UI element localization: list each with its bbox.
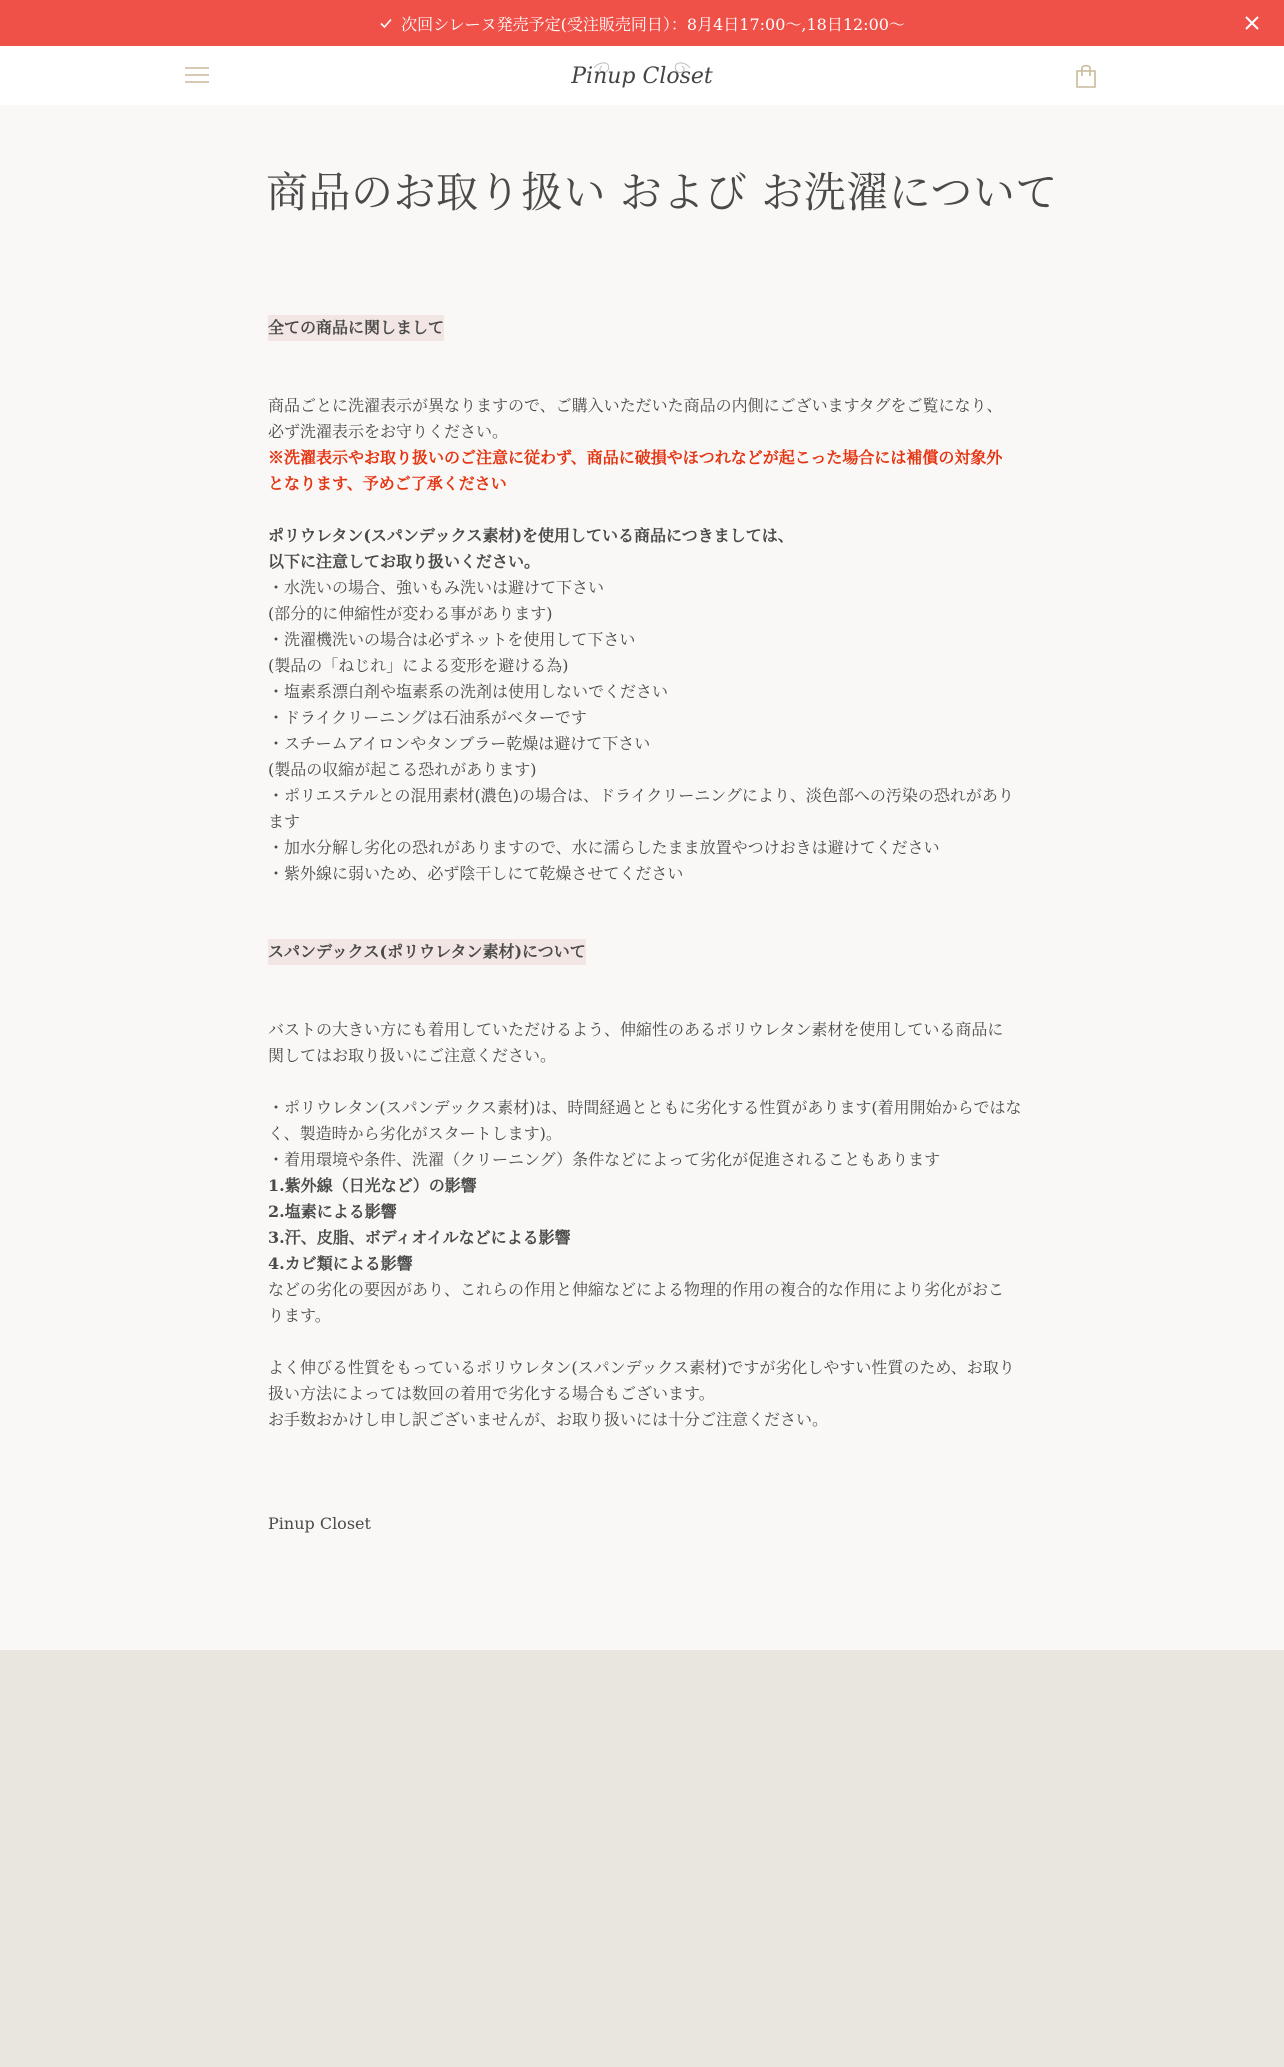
main-content <box>0 105 1284 1650</box>
body-line: お手数おかけし申し訳ございませんが、お取り扱いには十分ご注意ください。 <box>268 1410 829 1429</box>
care-line: ・塩素系漂白剤や塩素系の洗剤は使用しないでください <box>268 682 669 701</box>
body-line: などの劣化の要因があり、これらの作用と伸縮などによる物理的作用の複合的な作用により劣化がおこ <box>268 1280 1005 1299</box>
care-line: ・紫外線に弱いため、必ず陰干しにて乾燥させてください <box>268 864 684 883</box>
care-line: ・洗濯機洗いの場合は必ずネットを使用して下さい <box>268 630 636 649</box>
section-heading-spandex: スパンデックス(ポリウレタン素材)について <box>268 939 586 965</box>
body-line: ・着用環境や条件、洗濯（クリーニング）条件などによって劣化が促進されることもあります <box>268 1150 941 1169</box>
body-line: 商品ごとに洗濯表示が異なりますので、ご購入いただいた商品の内側にございますタグをご覧になり、 <box>268 396 1003 415</box>
body-line: 扱い方法によっては数回の着用で劣化する場合もございます。 <box>268 1384 715 1403</box>
body-line: 必ず洗濯表示をお守りください。 <box>268 422 509 441</box>
signature: Pinup Closet <box>268 1514 371 1533</box>
care-line: (製品の「ねじれ」による変形を避ける為) <box>268 656 569 675</box>
site-header <box>0 46 1284 105</box>
factor-line: 1.紫外線（日光など）の影響 <box>268 1176 477 1195</box>
factor-line: 2.塩素による影響 <box>268 1202 397 1221</box>
article-body <box>268 315 1028 1537</box>
care-line: ・水洗いの場合、強いもみ洗いは避けて下さい <box>268 578 605 597</box>
body-line-bold: ポリウレタン(スパンデックス素材)を使用している商品につきましては、 <box>268 526 794 545</box>
care-line: ・ポリエステルとの混用素材(濃色)の場合は、ドライクリーニングにより、淡色部への汚染の恐れがあり <box>268 786 1014 805</box>
factor-line: 4.カビ類による影響 <box>268 1254 413 1273</box>
announcement-text[interactable]: 次回シレーヌ発売予定(受注販売同日）：8月4日17:00～,18日12:00～ <box>401 14 905 34</box>
care-line: ・加水分解し劣化の恐れがありますので、水に濡らしたまま放置やつけおきは避けてください <box>268 838 940 857</box>
section-heading-all-products: 全ての商品に関しまして <box>268 315 444 341</box>
shopping-bag-icon[interactable] <box>1075 63 1097 89</box>
page-title: 商品のお取り扱い および お洗濯について <box>266 168 1058 217</box>
factor-line: 3.汗、皮脂、ボディオイルなどによる影響 <box>268 1228 571 1247</box>
body-line: ります。 <box>268 1306 331 1325</box>
care-line: ます <box>268 812 301 831</box>
footer <box>0 1650 1284 2067</box>
body-line: ・ポリウレタン(スパンデックス素材)は、時間経過とともに劣化する性質があります(着用開始からではな <box>268 1098 1022 1117</box>
body-line: 関してはお取り扱いにご注意ください。 <box>268 1046 557 1065</box>
hamburger-menu-icon[interactable] <box>184 64 210 86</box>
body-line: く、製造時から劣化がスタートします)。 <box>268 1124 562 1143</box>
check-icon <box>379 16 393 30</box>
care-line: ・ドライクリーニングは石油系がベターです <box>268 708 587 727</box>
body-line: バストの大きい方にも着用していただけるよう、伸縮性のあるポリウレタン素材を使用している商品に <box>268 1020 1004 1039</box>
care-line: (部分的に伸縮性が変わる事があります) <box>268 604 553 623</box>
announcement-bar[interactable] <box>0 0 1284 46</box>
care-line: (製品の収縮が起こる恐れがあります) <box>268 760 537 779</box>
care-line: ・スチームアイロンやタンブラー乾燥は避けて下さい <box>268 734 651 753</box>
body-line-bold: 以下に注意してお取り扱いください。 <box>268 552 541 571</box>
body-line: よく伸びる性質をもっているポリウレタン(スパンデックス素材)ですが劣化しやすい性質のため、お取り <box>268 1358 1015 1377</box>
logo-text: Pinup Closet <box>571 63 713 89</box>
warning-line: となります、予めご了承ください <box>268 474 507 493</box>
close-icon[interactable] <box>1242 13 1262 33</box>
logo[interactable] <box>571 54 713 98</box>
warning-line: ※洗濯表示やお取り扱いのご注意に従わず、商品に破損やほつれなどが起こった場合には補償の対象外 <box>268 448 1003 467</box>
